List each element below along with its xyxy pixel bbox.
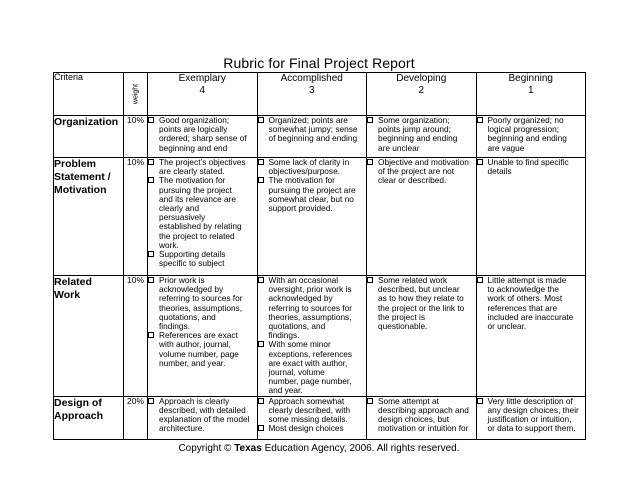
descriptor-line: established by relating [159, 221, 242, 232]
descriptor-line: of the project are not [378, 166, 455, 177]
descriptor-line: oversight, prior work is [268, 284, 352, 295]
descriptor-line: referring to sources for [159, 293, 243, 304]
descriptor-line: to acknowledge the [487, 284, 559, 295]
descriptor-line: described, with detailed [159, 404, 246, 415]
criterion-cell [54, 158, 124, 276]
checkbox-icon [148, 177, 154, 183]
level-header-beginning [476, 73, 586, 116]
rubric-table [53, 72, 586, 440]
weight-value: 10% [124, 276, 148, 397]
descriptor-cell-beginning [476, 276, 586, 397]
checkbox-item [367, 276, 476, 331]
descriptor-line: somewhat clear, but no [268, 193, 354, 204]
descriptor-line: as to how they relate to [378, 293, 464, 304]
descriptor-line: explanation of the model [159, 414, 250, 425]
descriptor-line: Supporting details [159, 249, 226, 260]
descriptor-line: architecture. [159, 423, 205, 434]
level-name: Developing [396, 73, 447, 84]
descriptor-line: describing approach and [378, 404, 469, 415]
descriptor-line: Most design choices [268, 423, 344, 434]
descriptor-line: of beginning and ending [268, 133, 358, 144]
descriptor-cell-exemplary [148, 158, 258, 276]
descriptor-line: Prior work is [159, 275, 205, 285]
descriptor-line: beginning and ending [487, 133, 567, 144]
descriptor-line: are unclear [378, 142, 420, 153]
checkbox-item [477, 276, 586, 331]
descriptor-cell-accomplished [257, 116, 367, 158]
descriptor-line: beginning and ending [378, 133, 458, 144]
checkbox-icon [258, 117, 264, 123]
descriptor-cell-exemplary [148, 396, 258, 439]
checkbox-icon [367, 117, 373, 123]
descriptor-line: quotations, and [268, 321, 326, 332]
checkbox-icon [477, 277, 483, 283]
checkbox-icon [148, 332, 154, 338]
descriptor-line: Approach somewhat [268, 396, 345, 406]
descriptor-line: included are inaccurate [487, 311, 574, 322]
level-header-developing [367, 73, 477, 116]
criterion-cell [54, 116, 124, 158]
level-header-accomplished [257, 73, 367, 116]
criteria-header: Criteria [54, 73, 124, 116]
descriptor-line: exceptions, references [268, 348, 352, 359]
copyright-bold: Texas [234, 443, 262, 454]
rubric-row-related-work [54, 276, 586, 397]
descriptor-cell-exemplary [148, 276, 258, 397]
criterion-label: Motivation [54, 184, 107, 196]
descriptor-line: the project or the link to [378, 302, 465, 313]
checkbox-item [367, 397, 476, 434]
descriptor-line: the project to related [159, 230, 235, 241]
copyright-suffix: Education Agency, 2006. All rights reserved. [261, 443, 460, 454]
copyright-notice [0, 443, 638, 454]
checkbox-item [258, 424, 367, 433]
descriptor-line: work. [159, 239, 179, 250]
descriptor-line: Good organization; [159, 115, 230, 125]
descriptor-line: References are exact [159, 330, 238, 341]
rubric-row-problem-statement [54, 158, 586, 276]
descriptor-line: points jump around; [378, 124, 451, 135]
checkbox-item [148, 158, 257, 176]
level-score: 4 [199, 85, 206, 96]
descriptor-line: number, page number, [268, 376, 352, 387]
checkbox-icon [258, 159, 264, 165]
checkbox-icon [148, 159, 154, 165]
descriptor-line: With some minor [268, 339, 331, 350]
descriptor-line: objectives/purpose. [268, 166, 340, 177]
descriptor-line: are vague [487, 142, 525, 153]
descriptor-cell-accomplished [257, 276, 367, 397]
checkbox-icon [477, 159, 483, 165]
level-header-exemplary [148, 73, 258, 116]
descriptor-line: are clearly stated. [159, 166, 225, 177]
copyright-prefix: Copyright © [178, 443, 235, 454]
checkbox-icon [258, 177, 264, 183]
level-score: 2 [418, 85, 425, 96]
descriptor-cell-beginning [476, 396, 586, 439]
level-name: Beginning [508, 73, 553, 84]
checkbox-item [258, 158, 367, 176]
criterion-cell [54, 396, 124, 439]
checkbox-item [258, 176, 367, 213]
descriptor-line: Some organization; [378, 115, 450, 125]
level-score: 1 [527, 85, 534, 96]
checkbox-icon [367, 398, 373, 404]
checkbox-icon [258, 398, 264, 404]
criterion-label: Organization [54, 116, 119, 128]
checkbox-icon [258, 425, 264, 431]
descriptor-line: logical progression; [487, 124, 559, 135]
descriptor-cell-developing [367, 116, 477, 158]
checkbox-item [477, 397, 586, 434]
descriptor-line: With an occasional [268, 275, 339, 285]
descriptor-line: work of others. Most [487, 293, 563, 304]
descriptor-line: The motivation for [268, 175, 335, 186]
criterion-label: Work [54, 289, 81, 301]
checkbox-icon [367, 159, 373, 165]
descriptor-line: The project’s objectives [159, 157, 246, 167]
checkbox-icon [258, 341, 264, 347]
weight-header-label: weight [131, 83, 139, 105]
descriptor-line: justification or intuition, [487, 414, 572, 425]
checkbox-item [258, 340, 367, 395]
descriptor-line: Objective and motivation [378, 157, 469, 167]
descriptor-line: Approach is clearly [159, 396, 230, 406]
descriptor-line: or unclear. [487, 321, 527, 332]
descriptor-line: somewhat jumpy; sense [268, 124, 358, 135]
checkbox-item [148, 176, 257, 250]
descriptor-line: theories, assumptions, [159, 302, 243, 313]
descriptor-line: or data to support them. [487, 423, 576, 434]
descriptor-line: are exact with author, [268, 357, 348, 368]
descriptor-line: number, and year. [159, 357, 226, 368]
level-score: 3 [308, 85, 315, 96]
checkbox-item [148, 331, 257, 368]
descriptor-line: design choices, but [378, 414, 450, 425]
descriptor-line: and its relevance are [159, 193, 237, 204]
descriptor-line: Very little description of [487, 396, 573, 406]
descriptor-line: acknowledged by [159, 284, 224, 295]
descriptor-line: pursuing the project are [268, 184, 356, 195]
checkbox-icon [477, 117, 483, 123]
descriptor-line: clearly and [159, 203, 200, 214]
checkbox-icon [148, 398, 154, 404]
checkbox-item [367, 158, 476, 186]
descriptor-line: motivation or intuition for [378, 423, 469, 434]
descriptor-line: findings. [159, 321, 190, 332]
descriptor-cell-developing [367, 396, 477, 439]
descriptor-line: described, but unclear [378, 284, 460, 295]
checkbox-item [477, 158, 586, 176]
descriptor-line: persuasively [159, 212, 206, 223]
checkbox-item [148, 276, 257, 331]
weight-value: 10% [124, 158, 148, 276]
descriptor-line: journal, volume [268, 367, 325, 378]
checkbox-item [148, 250, 257, 268]
descriptor-line: points are logically [159, 124, 228, 135]
header-row [54, 73, 586, 116]
descriptor-line: volume number, page [159, 348, 239, 359]
descriptor-line: and year. [268, 385, 303, 396]
descriptor-line: the project is [378, 311, 426, 322]
criterion-label: Approach [54, 409, 104, 422]
descriptor-cell-accomplished [257, 158, 367, 276]
descriptor-line: details [487, 166, 512, 177]
checkbox-icon [148, 117, 154, 123]
weight-header [124, 73, 148, 116]
descriptor-line: theories, assumptions, [268, 311, 352, 322]
descriptor-cell-accomplished [257, 396, 367, 439]
page-title: Rubric for Final Project Report [223, 55, 415, 71]
criterion-label: Related [54, 276, 92, 288]
descriptor-line: Some attempt at [378, 396, 439, 406]
criterion-label: Design of [54, 396, 102, 409]
checkbox-item [367, 116, 476, 153]
criterion-label: Statement / [54, 171, 111, 183]
weight-value: 10% [124, 116, 148, 158]
descriptor-line: Poorly organized; no [487, 115, 564, 125]
criterion-cell [54, 276, 124, 397]
descriptor-line: Unable to find specific [487, 157, 569, 167]
weight-value: 20% [124, 396, 148, 439]
descriptor-line: acknowledged by [268, 293, 333, 304]
descriptor-line: ordered; sharp sense of [159, 133, 247, 144]
rubric-body [54, 116, 586, 440]
descriptor-line: references that are [487, 302, 558, 313]
checkbox-icon [367, 277, 373, 283]
descriptor-line: clear or described. [378, 175, 447, 186]
descriptor-line: Some related work [378, 275, 448, 285]
criterion-label: Problem [54, 158, 97, 170]
level-name: Exemplary [178, 73, 226, 84]
checkbox-item [148, 397, 257, 434]
descriptor-cell-beginning [476, 158, 586, 276]
descriptor-cell-exemplary [148, 116, 258, 158]
level-name: Accomplished [280, 73, 343, 84]
rubric-row-organization [54, 116, 586, 158]
descriptor-line: pursuing the project [159, 184, 232, 195]
rubric-row-design-of-approach [54, 396, 586, 439]
descriptor-line: referring to sources for [268, 302, 352, 313]
descriptor-line: Little attempt is made [487, 275, 567, 285]
descriptor-cell-beginning [476, 116, 586, 158]
descriptor-line: specific to subject [159, 258, 225, 269]
descriptor-line: Some lack of clarity in [268, 157, 350, 167]
checkbox-icon [148, 277, 154, 283]
descriptor-cell-developing [367, 276, 477, 397]
descriptor-line: questionable. [378, 321, 428, 332]
descriptor-line: findings. [268, 330, 300, 341]
descriptor-line: quotations, and [159, 311, 216, 322]
checkbox-item [258, 397, 367, 425]
checkbox-icon [148, 251, 154, 257]
descriptor-line: The motivation for [159, 175, 226, 186]
checkbox-item [258, 276, 367, 340]
descriptor-line: any design choices, their [487, 404, 579, 415]
descriptor-line: some missing details. [268, 414, 348, 425]
descriptor-line: beginning and end [159, 142, 228, 153]
checkbox-icon [258, 277, 264, 283]
checkbox-item [258, 116, 367, 144]
descriptor-line: Organized; points are [268, 115, 348, 125]
checkbox-item [148, 116, 257, 153]
checkbox-icon [477, 398, 483, 404]
descriptor-line: with author, journal, [159, 339, 231, 350]
checkbox-item [477, 116, 586, 153]
descriptor-cell-developing [367, 158, 477, 276]
descriptor-line: clearly described, with [268, 404, 351, 415]
descriptor-line: support provided. [268, 203, 333, 214]
